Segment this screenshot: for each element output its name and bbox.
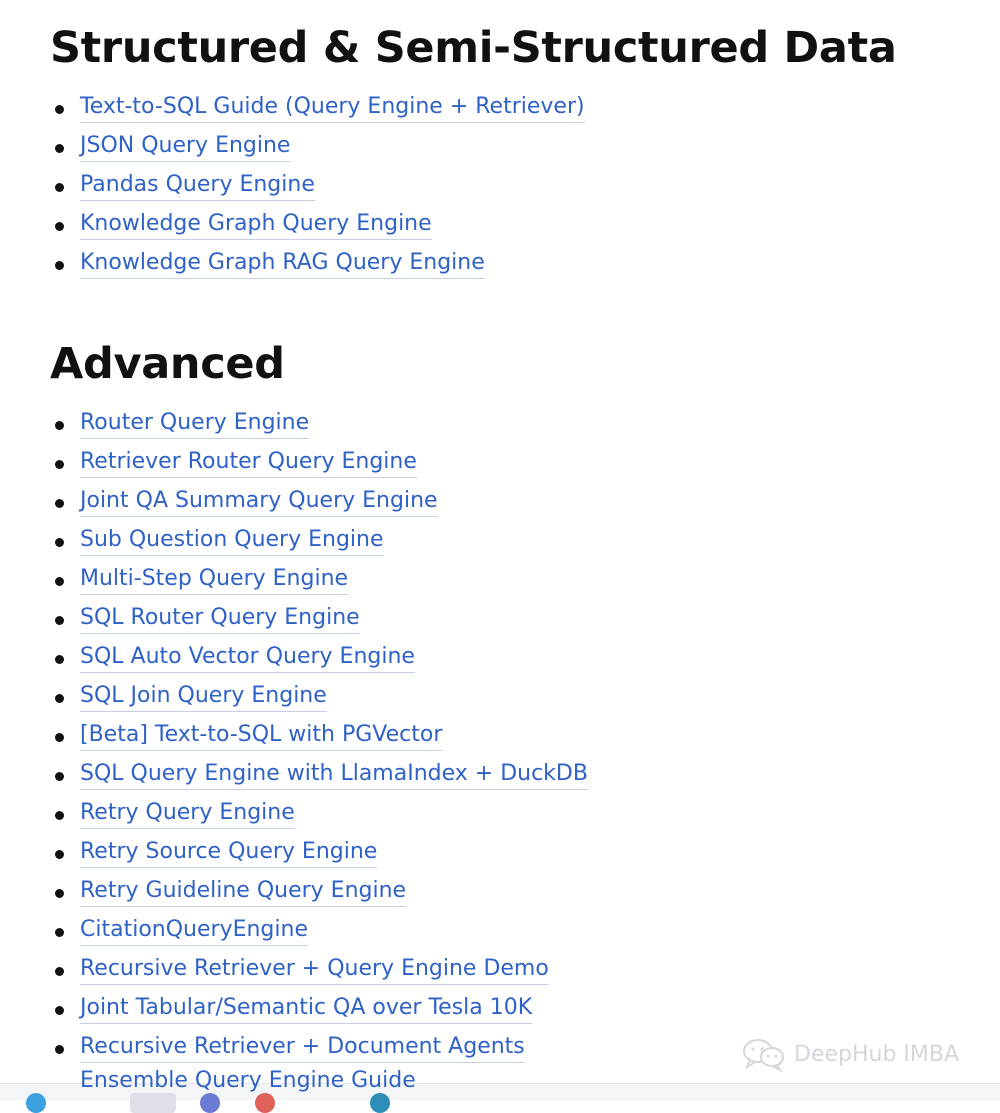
bullet-icon <box>55 889 64 898</box>
list-item <box>50 486 588 525</box>
list-item <box>50 681 588 720</box>
doc-link[interactable]: [Beta] Text-to-SQL with PGVector <box>80 720 442 751</box>
doc-link[interactable]: Recursive Retriever + Query Engine Demo <box>80 954 549 985</box>
doc-link[interactable]: Multi-Step Query Engine <box>80 564 348 595</box>
doc-link[interactable]: Router Query Engine <box>80 408 309 439</box>
toolbar-icon-gray[interactable] <box>130 1093 176 1113</box>
list-item <box>50 131 585 170</box>
list-item <box>50 92 585 131</box>
doc-link[interactable]: Retry Source Query Engine <box>80 837 377 868</box>
toolbar-icon-blue[interactable] <box>26 1093 46 1113</box>
list-item <box>50 876 588 915</box>
bullet-icon <box>55 144 64 153</box>
bullet-icon <box>55 1045 64 1054</box>
list-item <box>50 525 588 564</box>
list-item <box>50 954 588 993</box>
doc-link[interactable]: Joint Tabular/Semantic QA over Tesla 10K <box>80 993 532 1024</box>
doc-link[interactable]: Retry Guideline Query Engine <box>80 876 406 907</box>
doc-link[interactable]: SQL Query Engine with LlamaIndex + DuckDB <box>80 759 588 790</box>
bullet-icon <box>55 105 64 114</box>
list-item <box>50 209 585 248</box>
bullet-icon <box>55 183 64 192</box>
list-item <box>50 447 588 486</box>
doc-link[interactable]: Knowledge Graph Query Engine <box>80 209 432 240</box>
bullet-icon <box>55 655 64 664</box>
list-item <box>50 170 585 209</box>
doc-link[interactable]: SQL Join Query Engine <box>80 681 327 712</box>
list-item <box>50 408 588 447</box>
section-title-advanced: Advanced <box>50 339 285 389</box>
bullet-icon <box>55 967 64 976</box>
bullet-icon <box>55 538 64 547</box>
list-item <box>50 603 588 642</box>
list-item <box>50 1032 588 1071</box>
doc-link[interactable]: SQL Auto Vector Query Engine <box>80 642 415 673</box>
structured-data-link-list <box>50 92 585 287</box>
cut-off-link[interactable]: Ensemble Query Engine Guide <box>80 1068 416 1093</box>
bullet-icon <box>55 772 64 781</box>
doc-link[interactable]: JSON Query Engine <box>80 131 290 162</box>
toolbar-icon-red[interactable] <box>255 1093 275 1113</box>
bullet-icon <box>55 261 64 270</box>
doc-link[interactable]: Recursive Retriever + Document Agents <box>80 1032 525 1063</box>
doc-link[interactable]: CitationQueryEngine <box>80 915 308 946</box>
doc-link[interactable]: Knowledge Graph RAG Query Engine <box>80 248 485 279</box>
advanced-link-list <box>50 408 588 1071</box>
bullet-icon <box>55 850 64 859</box>
toolbar-icon-teal[interactable] <box>370 1093 390 1113</box>
list-item <box>50 915 588 954</box>
bottom-toolbar-strip <box>0 1068 1000 1101</box>
bullet-icon <box>55 222 64 231</box>
doc-link[interactable]: Pandas Query Engine <box>80 170 315 201</box>
list-item <box>50 759 588 798</box>
bullet-icon <box>55 460 64 469</box>
doc-link[interactable]: SQL Router Query Engine <box>80 603 360 634</box>
bullet-icon <box>55 811 64 820</box>
doc-link[interactable]: Sub Question Query Engine <box>80 525 384 556</box>
section-title-structured-data: Structured & Semi-Structured Data <box>50 23 897 73</box>
doc-link[interactable]: Retry Query Engine <box>80 798 295 829</box>
bullet-icon <box>55 577 64 586</box>
bullet-icon <box>55 694 64 703</box>
list-item <box>50 564 588 603</box>
bullet-icon <box>55 733 64 742</box>
list-item <box>50 798 588 837</box>
watermark-text: DeepHub IMBA <box>794 1041 960 1067</box>
list-item <box>50 993 588 1032</box>
list-item <box>50 837 588 876</box>
list-item <box>50 248 585 287</box>
bullet-icon <box>55 499 64 508</box>
list-item <box>50 642 588 681</box>
doc-link[interactable]: Retriever Router Query Engine <box>80 447 417 478</box>
doc-link[interactable]: Joint QA Summary Query Engine <box>80 486 438 517</box>
bullet-icon <box>55 928 64 937</box>
bullet-icon <box>55 616 64 625</box>
list-item <box>50 720 588 759</box>
bullet-icon <box>55 1006 64 1015</box>
wechat-icon <box>742 1037 786 1071</box>
toolbar-icon-purple[interactable] <box>200 1093 220 1113</box>
watermark <box>742 1037 959 1071</box>
bullet-icon <box>55 421 64 430</box>
doc-link[interactable]: Text-to-SQL Guide (Query Engine + Retriever) <box>80 92 585 123</box>
